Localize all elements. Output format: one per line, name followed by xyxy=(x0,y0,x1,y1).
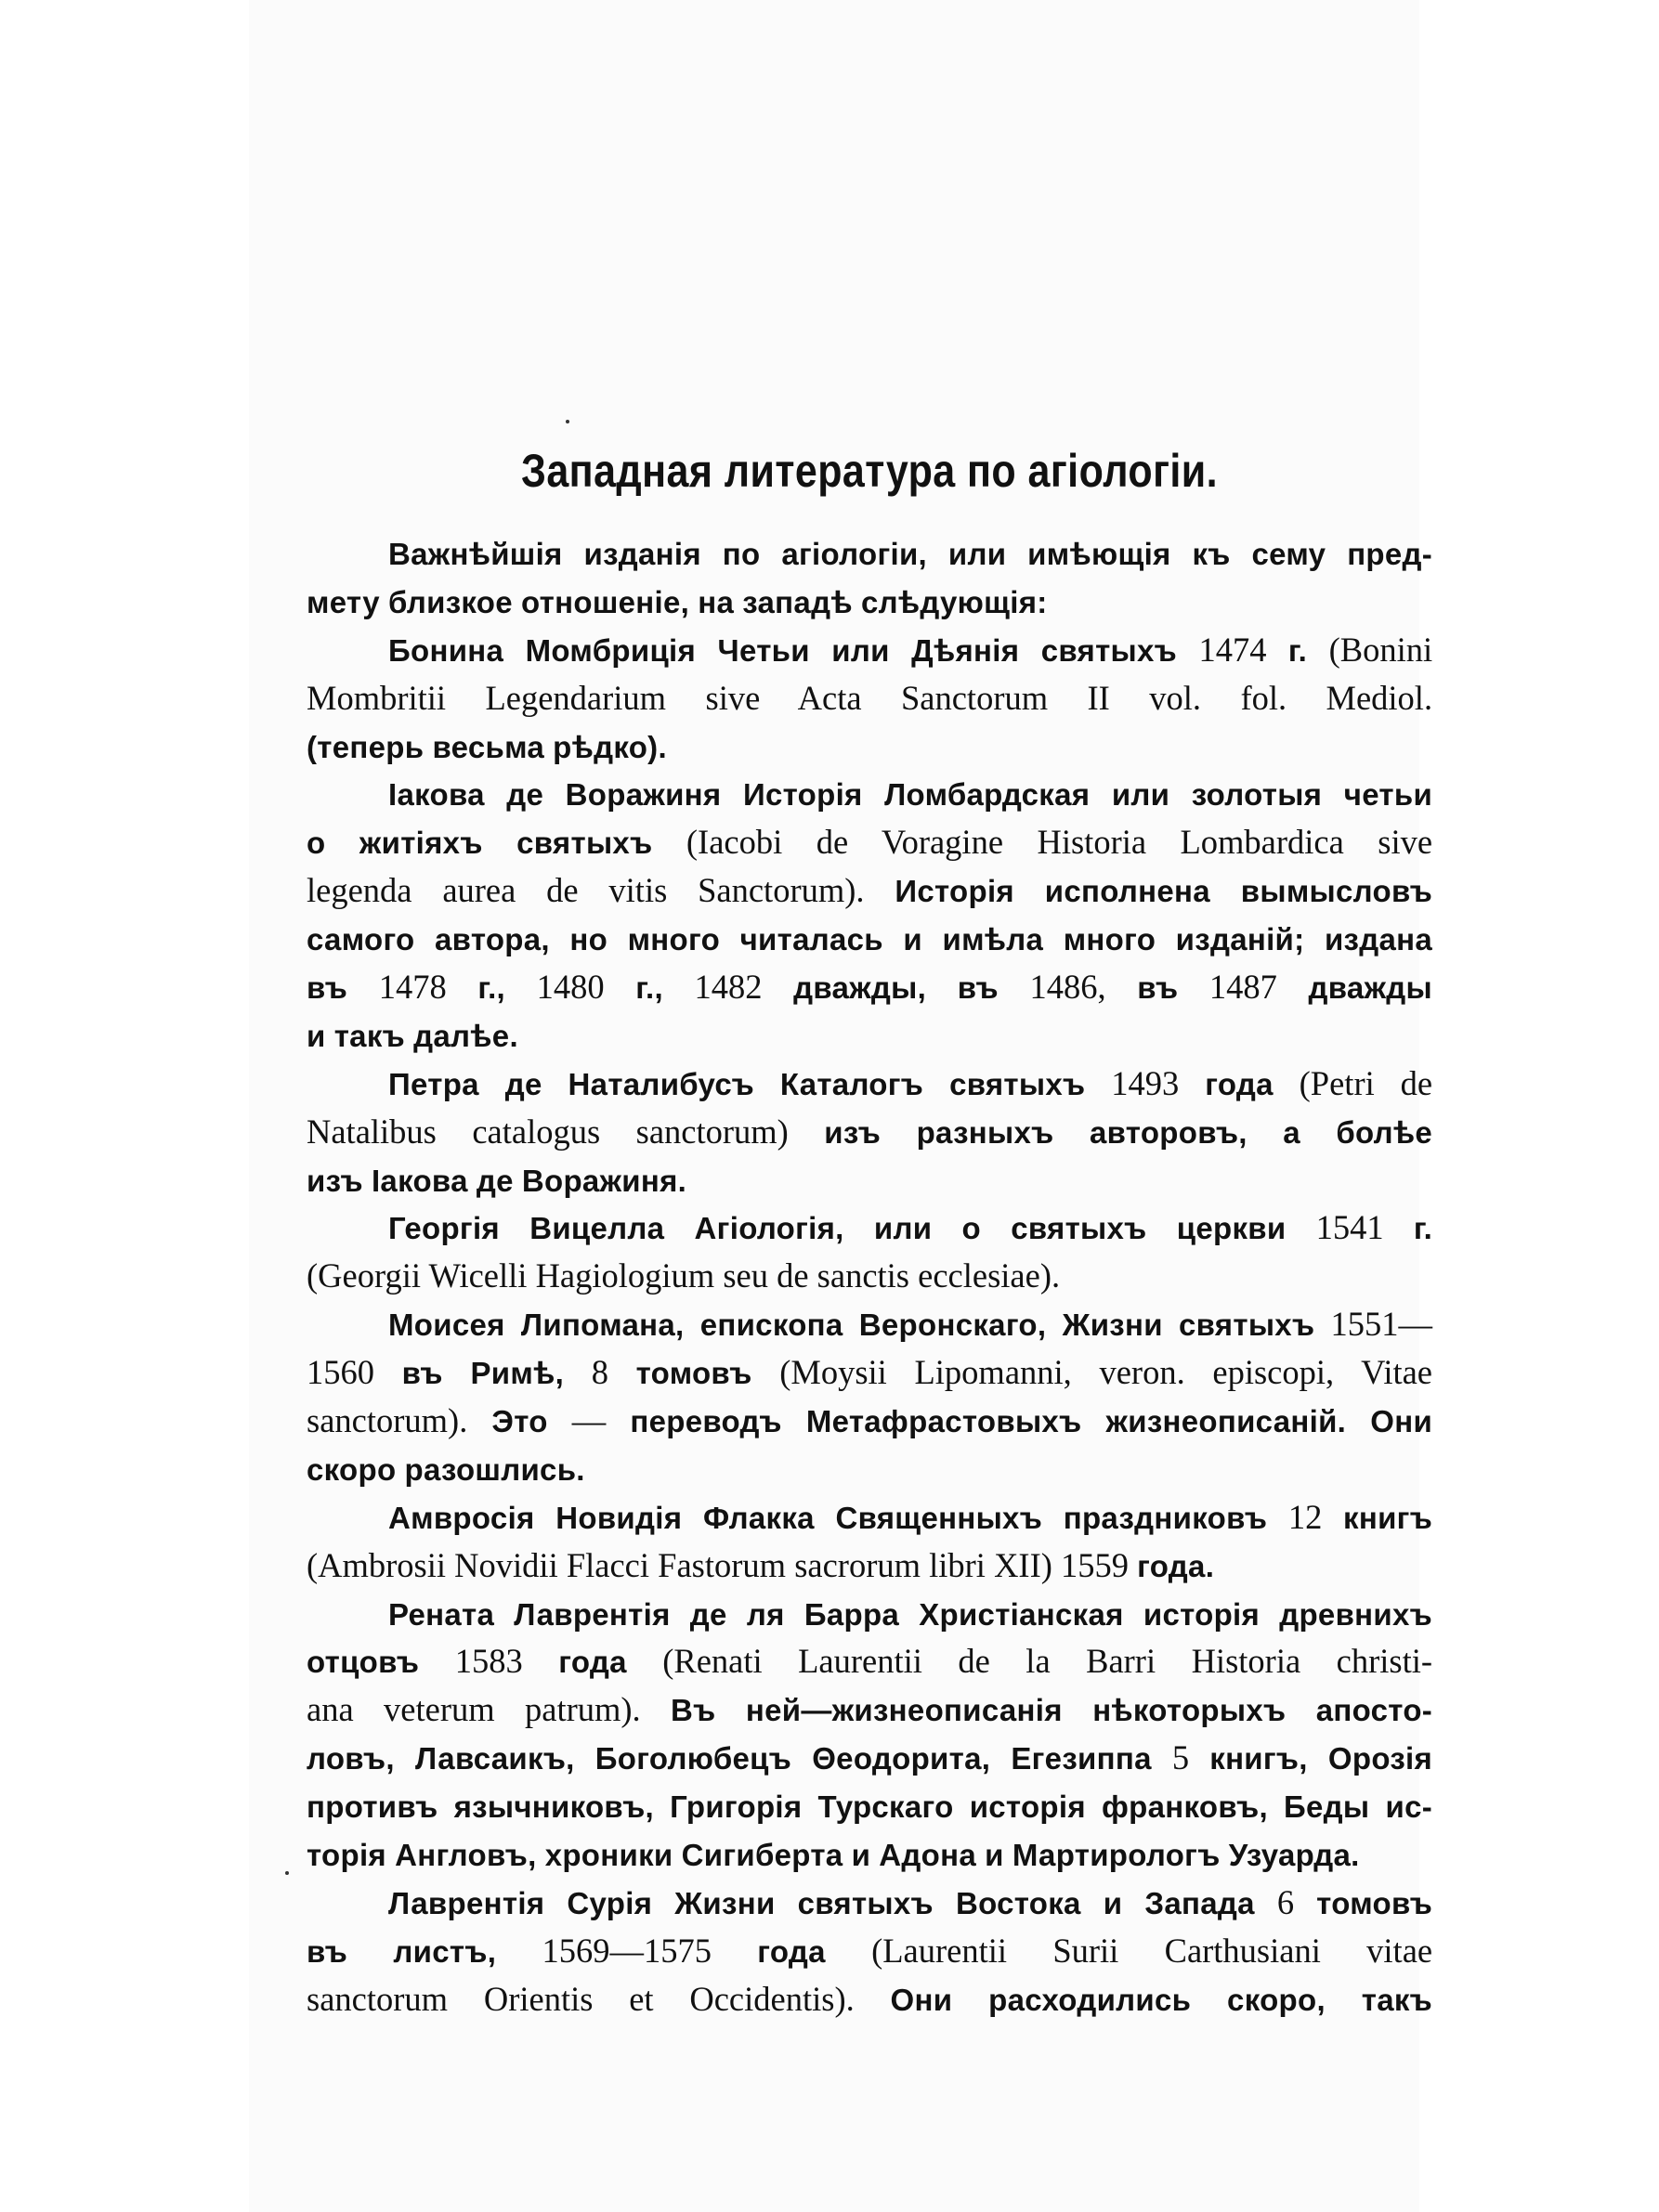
text-line: Георгія Вицелла Агіологія, или о святыхъ церкви 1541 г. xyxy=(388,1208,1433,1247)
text-line: торія Англовъ, хроники Сигиберта и Адона и Мартирологъ Узуарда. xyxy=(307,1838,1360,1873)
text-line: (Georgii Wicelli Hagiologium seu de sanctis ecclesiae). xyxy=(307,1256,1061,1295)
text-line: legenda aurea de vitis Sanctorum). Исторія исполнена вымысловъ xyxy=(307,871,1433,910)
text-line: Важнѣйшія изданія по агіологіи, или имѣющія къ сему пред- xyxy=(388,537,1433,571)
text-line: (Ambrosii Novidii Flacci Fastorum sacrorum libri XII) 1559 года. xyxy=(307,1545,1215,1584)
text-line: противъ язычниковъ, Григорія Турскаго исторія франковъ, Беды ис- xyxy=(307,1789,1433,1825)
text-line: самого автора, но много читалась и имѣла много изданій; издана xyxy=(307,922,1433,957)
text-line: Natalibus catalogus sanctorum) изъ разныхъ авторовъ, а болѣе xyxy=(307,1112,1433,1151)
text-line: въ 1478 г., 1480 г., 1482 дважды, въ 1486, въ 1487 дважды xyxy=(307,968,1433,1007)
text-line: Амвросія Новидія Флакка Священныхъ праздниковъ 12 книгъ xyxy=(388,1497,1433,1536)
text-line: 1560 въ Римѣ, 8 томовъ (Moysii Lipomanni, veron. episcopi, Vitae xyxy=(307,1353,1433,1392)
text-line: отцовъ 1583 года (Renati Laurentii de la Barri Historia christi- xyxy=(307,1642,1433,1681)
text-line: въ листъ, 1569—1575 года (Laurentii Surii Carthusiani vitae xyxy=(307,1931,1433,1970)
text-line: мету близкое отношеніе, на западѣ слѣдующія: xyxy=(307,584,1048,619)
text-line: ana veterum patrum). Въ ней—жизнеописанія нѣкоторыхъ апосто- xyxy=(307,1690,1433,1729)
text-line: Mombritii Legendarium sive Acta Sanctorum II vol. fol. Mediol. xyxy=(307,678,1433,717)
text-line: sanctorum Orientis et Occidentis). Они расходились скоро, такъ xyxy=(307,1979,1433,2018)
page-title: Западная литература по агіологіи. xyxy=(520,445,1219,497)
text-line: Петра де Наталибусъ Каталогъ святыхъ 1493 года (Petri de xyxy=(388,1063,1433,1102)
print-speck xyxy=(566,420,569,423)
text-line: скоро разошлись. xyxy=(307,1451,585,1487)
body-text xyxy=(307,529,1432,2023)
text-line: ловъ, Лавсаикъ, Боголюбецъ Θеодорита, Егезиппа 5 книгъ, Орозія xyxy=(307,1738,1433,1777)
text-line: Бонина Момбриція Четьи или Дѣянія святыхъ 1474 г. (Bonini xyxy=(388,630,1433,669)
text-line: sanctorum). Это — переводъ Метафрастовыхъ жизнеописаній. Они xyxy=(307,1401,1433,1440)
text-line: Лаврентія Сурія Жизни святыхъ Востока и Запада 6 томовъ xyxy=(388,1882,1433,1921)
text-line: и такъ далѣе. xyxy=(307,1018,518,1053)
text-line: изъ Іакова де Воражиня. xyxy=(307,1163,687,1198)
text-line: о житіяхъ святыхъ (Iacobi de Voragine Historia Lombardica sive xyxy=(307,823,1433,862)
text-line: (теперь весьма рѣдко). xyxy=(307,729,667,764)
text-line: Моисея Липомана, епископа Веронскаго, Жизни святыхъ 1551— xyxy=(388,1305,1433,1344)
text-line: Іакова де Воражиня Исторія Ломбардская или золотыя четьи xyxy=(388,777,1433,813)
print-speck xyxy=(285,1871,289,1875)
text-line: Рената Лаврентія де ля Барра Христіанская исторія древнихъ xyxy=(388,1596,1432,1632)
